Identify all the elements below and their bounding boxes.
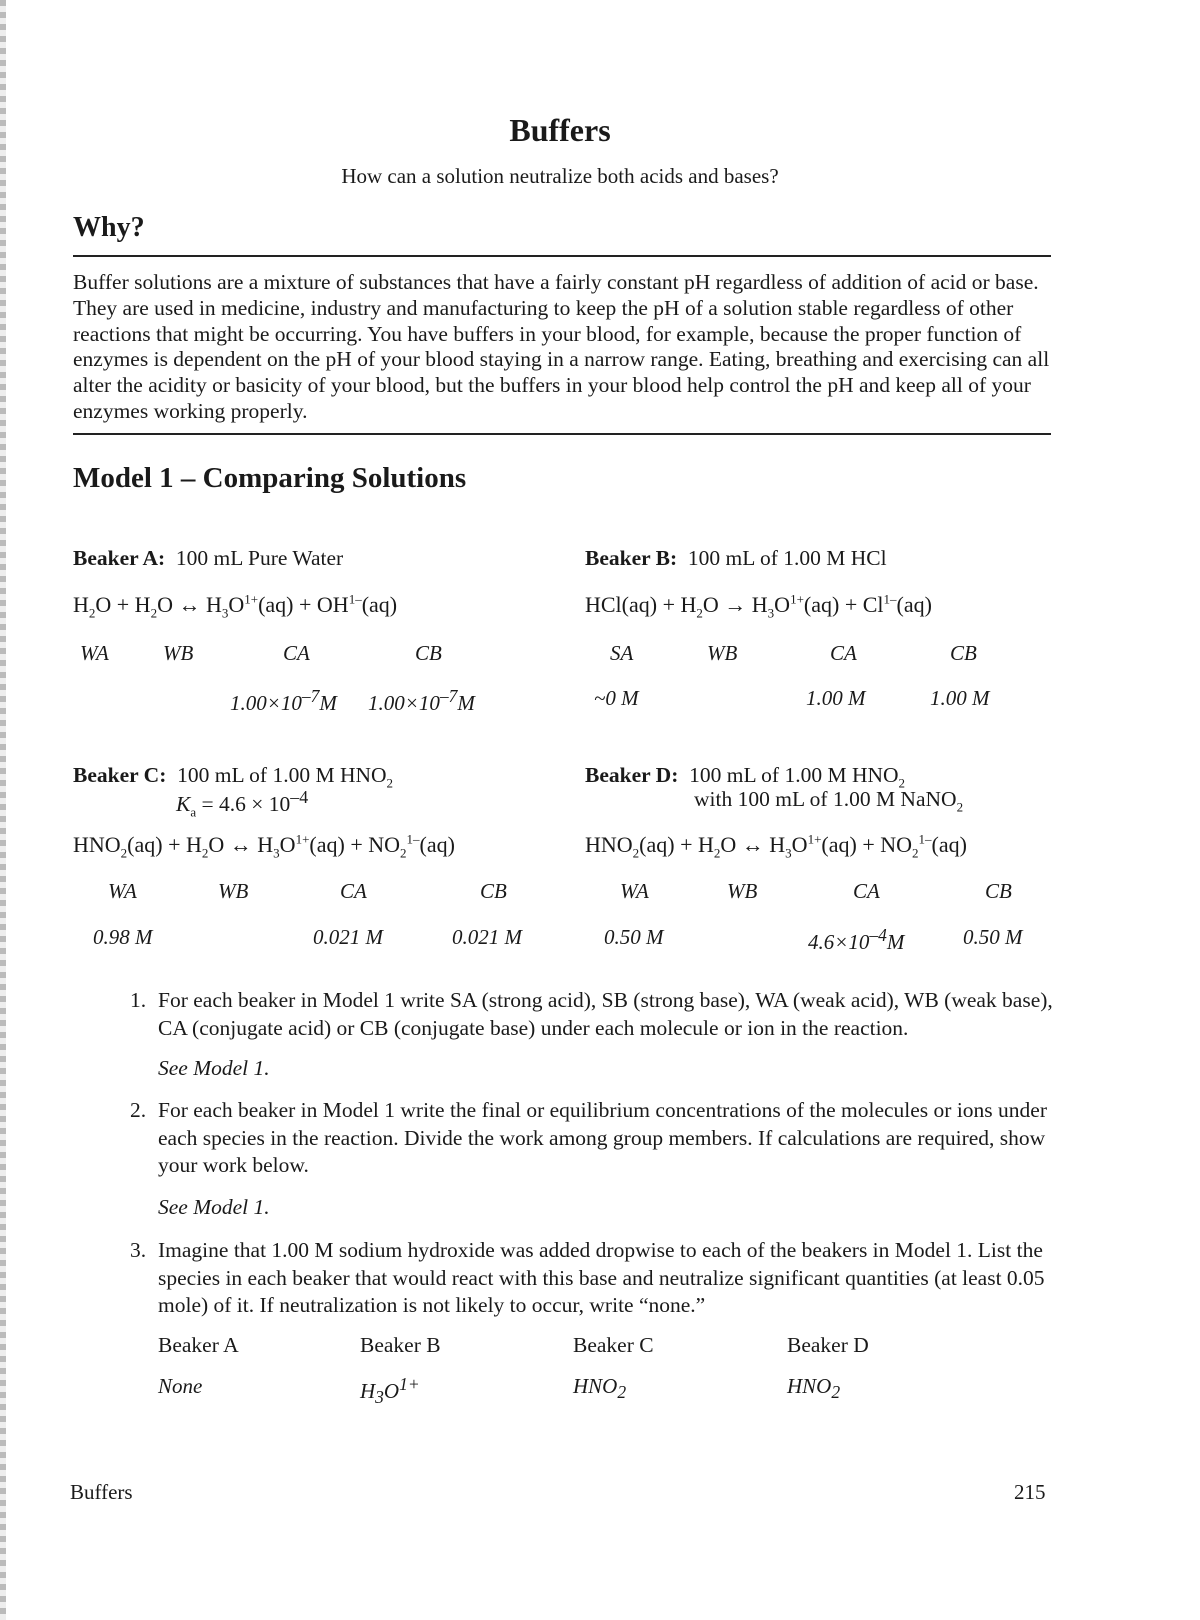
- text-segment: O → H: [702, 592, 768, 617]
- concentration-value: [313, 925, 383, 950]
- text-segment: –7: [301, 686, 320, 706]
- species-label: CB: [985, 879, 1012, 903]
- text-segment: (aq) + H: [127, 832, 202, 857]
- species-label: CA: [853, 879, 880, 903]
- text-segment: 2: [201, 845, 209, 861]
- species-label: CA: [340, 879, 367, 903]
- text-segment: None: [158, 1374, 203, 1398]
- text-segment: 3: [375, 1387, 384, 1408]
- text-segment: 2: [912, 845, 919, 861]
- text-segment: 1–: [883, 591, 897, 607]
- text-segment: 1.00 M: [806, 686, 866, 710]
- concentration-value: [368, 686, 475, 716]
- text-segment: 2: [898, 775, 906, 791]
- text-segment: O: [228, 592, 245, 617]
- beaker-b-title: [585, 546, 887, 571]
- column-header: Beaker D: [787, 1333, 869, 1357]
- question-text: Imagine that 1.00 M sodium hydroxide was added dropwise to each of the beakers in Model 1. List the species in each beaker that would react with this base and neutralize significant quantities (at least 0.05 mole) of it. If neutralization is not likely to occur, write “none.”: [158, 1238, 1045, 1317]
- footer-title: Buffers: [70, 1480, 133, 1504]
- species-label: WA: [80, 641, 109, 665]
- column-header: Beaker C: [573, 1333, 654, 1357]
- species-answer: [787, 1374, 840, 1403]
- species-label: WA: [620, 879, 649, 903]
- beaker-a-equation: [73, 591, 398, 621]
- text-segment: HNO: [573, 1374, 618, 1398]
- text-segment: (aq): [361, 592, 398, 617]
- text-segment: O: [279, 832, 296, 857]
- species-answer: [360, 1374, 420, 1408]
- text-segment: –4: [290, 787, 309, 807]
- text-segment: M: [886, 930, 905, 954]
- text-segment: 0.50 M: [604, 925, 664, 949]
- text-segment: with 100 mL of 1.00 M NaNO: [694, 787, 957, 811]
- text-segment: (aq): [931, 832, 967, 857]
- text-segment: M: [457, 691, 475, 715]
- text-segment: 3: [785, 845, 792, 861]
- text-segment: HNO: [787, 1374, 832, 1398]
- page-title: Buffers: [509, 112, 611, 148]
- text-segment: H: [73, 592, 89, 617]
- column-header: Beaker A: [158, 1333, 239, 1357]
- divider: [73, 433, 1051, 435]
- species-label: CB: [415, 641, 442, 665]
- concentration-value: [963, 925, 1023, 950]
- beaker-d-title: [585, 763, 906, 791]
- concentration-value: [594, 686, 639, 711]
- text-segment: 1–: [406, 831, 420, 847]
- why-heading: Why?: [73, 212, 145, 243]
- text-segment: 1+: [399, 1374, 420, 1394]
- text-segment: 0.50 M: [963, 925, 1023, 949]
- beaker-b-equation: [585, 591, 932, 621]
- text-segment: (aq) + Cl: [803, 592, 884, 617]
- text-segment: 1+: [244, 591, 259, 607]
- scan-edge: [0, 0, 6, 1620]
- text-segment: 0.021 M: [452, 925, 522, 949]
- text-segment: = 4.6 × 10: [196, 792, 291, 817]
- species-label: CB: [950, 641, 977, 665]
- species-label: WB: [707, 641, 738, 665]
- text-segment: (aq) + NO: [821, 832, 913, 857]
- concentration-value: [604, 925, 664, 950]
- text-segment: 0.98 M: [93, 925, 153, 949]
- text-segment: 1+: [295, 831, 310, 847]
- question-number: 3.: [130, 1238, 147, 1262]
- question-number: 1.: [130, 988, 147, 1012]
- page-number: 215: [1014, 1480, 1046, 1504]
- concentration-value: [93, 925, 153, 950]
- text-segment: 2: [696, 605, 703, 621]
- question-text: For each beaker in Model 1 write the final or equilibrium concentrations of the molecules or ions under each species in the reaction. Divide the work among group members. If calculations are required, show your work below.: [158, 1098, 1047, 1177]
- beaker-name: Beaker C:: [73, 763, 167, 787]
- text-segment: (aq) + OH: [258, 592, 349, 617]
- beaker-desc: [177, 763, 394, 791]
- text-segment: 1.00×10: [230, 691, 302, 715]
- why-paragraph: Buffer solutions are a mixture of substances that have a fairly constant pH regardless of addition of acid or base. They are used in medicine, industry and manufacturing to keep the pH of a solution stable regardless of other reactions that might be occurring. You have buffers in your blood, for example, because the proper function of enzymes is dependent on the pH of your blood staying in a narrow range. Eating, breathing and exercising can all alter the acidity or basicity of your blood, but the buffers in your blood help control the pH and keep all of your enzymes working properly.: [73, 270, 1050, 423]
- species-label: WB: [218, 879, 249, 903]
- text-segment: 100 mL Pure Water: [175, 546, 344, 570]
- text-segment: 3: [273, 845, 280, 861]
- species-answer: [158, 1374, 202, 1399]
- species-label: CB: [480, 879, 507, 903]
- text-segment: HNO: [73, 832, 121, 857]
- text-segment: a: [190, 804, 197, 820]
- concentration-value: [230, 686, 337, 716]
- text-segment: 1+: [790, 591, 804, 607]
- text-segment: O ↔ H: [157, 592, 222, 617]
- text-segment: 1.00 M: [930, 686, 990, 710]
- text-segment: 2: [713, 845, 721, 861]
- beaker-name: Beaker D:: [585, 763, 679, 787]
- text-segment: ~0 M: [594, 686, 639, 710]
- model-heading: Model 1 – Comparing Solutions: [73, 462, 467, 494]
- text-segment: 1.00×10: [368, 691, 440, 715]
- text-segment: H: [360, 1379, 376, 1403]
- text-segment: O: [791, 832, 808, 857]
- beaker-desc: [688, 546, 887, 570]
- concentration-value: [806, 686, 866, 711]
- column-header: Beaker B: [360, 1333, 441, 1357]
- text-segment: 2: [88, 605, 96, 621]
- text-segment: O: [774, 592, 791, 617]
- text-segment: HNO: [585, 832, 633, 857]
- beaker-d-equation: [585, 831, 967, 861]
- text-segment: 1–: [348, 591, 362, 607]
- text-segment: 2: [831, 1382, 841, 1403]
- text-segment: 0.021 M: [313, 925, 383, 949]
- question-text: For each beaker in Model 1 write SA (strong acid), SB (strong base), WA (weak acid), WB (weak base), CA (conjugate acid) or CB (conjugate base) under each molecule or ion in the reaction.: [158, 988, 1053, 1040]
- text-segment: M: [319, 691, 337, 715]
- beaker-a-title: [73, 546, 343, 571]
- text-segment: 3: [767, 605, 775, 621]
- divider: [73, 255, 1051, 257]
- text-segment: 100 mL of 1.00 M HCl: [687, 546, 887, 570]
- question-answer: See Model 1.: [158, 1195, 270, 1219]
- question-answer: See Model 1.: [158, 1056, 270, 1080]
- text-segment: O ↔ H: [720, 832, 786, 857]
- species-label: CA: [830, 641, 857, 665]
- beaker-name: Beaker A:: [73, 546, 166, 570]
- text-segment: (aq) + NO: [309, 832, 401, 857]
- text-segment: O + H: [95, 592, 151, 617]
- text-segment: 2: [400, 845, 407, 861]
- species-label: SA: [610, 641, 634, 665]
- concentration-value: [808, 925, 904, 955]
- beaker-c-title: [73, 763, 394, 791]
- text-segment: 100 mL of 1.00 M HNO: [689, 763, 899, 787]
- text-segment: 2: [150, 605, 158, 621]
- beaker-name: Beaker B:: [585, 546, 678, 570]
- species-label: CA: [283, 641, 310, 665]
- beaker-desc: [694, 787, 964, 815]
- text-segment: (aq): [896, 592, 932, 617]
- species-label: WB: [727, 879, 758, 903]
- text-segment: 100 mL of 1.00 M HNO: [177, 763, 387, 787]
- species-label: WA: [108, 879, 137, 903]
- text-segment: 2: [120, 845, 128, 861]
- text-segment: 2: [956, 799, 964, 815]
- beaker-desc: [689, 763, 906, 791]
- text-segment: K: [176, 792, 191, 817]
- text-segment: O ↔ H: [208, 832, 274, 857]
- text-segment: 1–: [918, 831, 932, 847]
- concentration-value: [452, 925, 522, 950]
- ka-value: [176, 787, 309, 820]
- species-answer: [573, 1374, 626, 1403]
- beaker-c-equation: [73, 831, 455, 861]
- text-segment: 4.6×10: [808, 930, 870, 954]
- text-segment: 2: [632, 845, 640, 861]
- page-subtitle: How can a solution neutralize both acids and bases?: [341, 164, 779, 188]
- text-segment: 2: [617, 1382, 627, 1403]
- text-segment: 1+: [807, 831, 822, 847]
- text-segment: –7: [439, 686, 458, 706]
- species-label: WB: [163, 641, 194, 665]
- text-segment: (aq): [419, 832, 455, 857]
- beaker-desc: [176, 546, 343, 570]
- text-segment: HCl(aq) + H: [585, 592, 697, 617]
- text-segment: (aq) + H: [639, 832, 714, 857]
- text-segment: –4: [869, 925, 887, 945]
- question-number: 2.: [130, 1098, 147, 1122]
- concentration-value: [930, 686, 990, 711]
- text-segment: 3: [221, 605, 229, 621]
- text-segment: O: [383, 1379, 400, 1403]
- text-segment: 2: [386, 775, 394, 791]
